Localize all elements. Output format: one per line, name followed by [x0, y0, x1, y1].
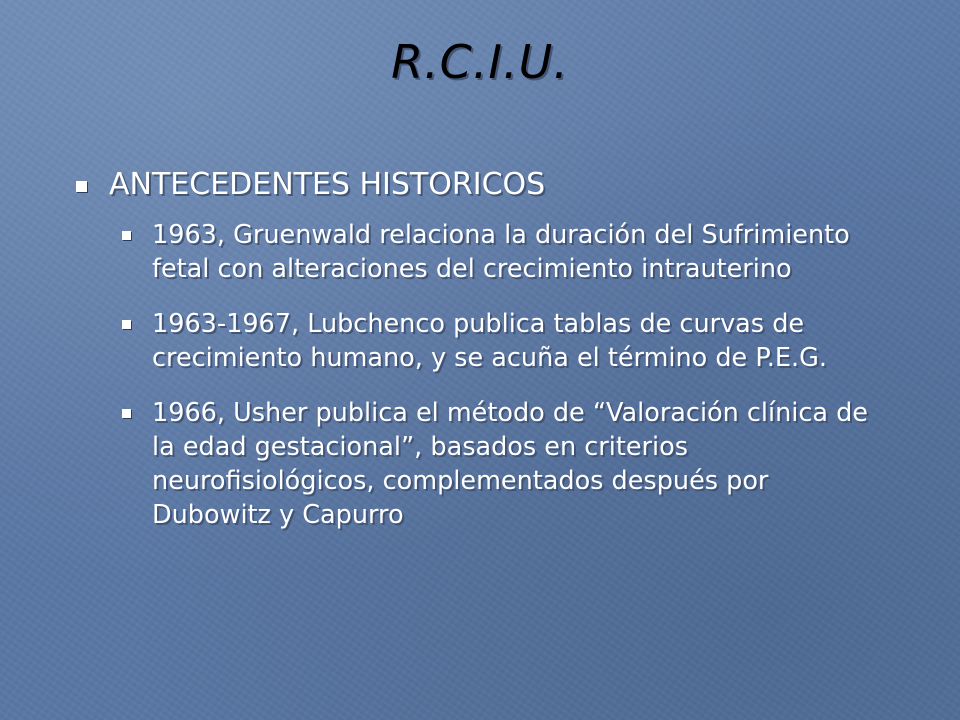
- list-item-text: 1963-1967, Lubchenco publica tablas de curvas de crecimiento humano, y se acuña el término de P.E.G.: [152, 309, 827, 373]
- square-bullet-icon: [122, 320, 131, 329]
- square-bullet-icon: [122, 409, 131, 418]
- square-bullet-icon: [76, 181, 87, 192]
- main-bullet-list: [76, 166, 876, 204]
- section-heading: ANTECEDENTES HISTORICOS: [109, 167, 546, 202]
- square-bullet-icon: [122, 231, 131, 240]
- list-item: [122, 396, 882, 532]
- list-item-heading: [76, 166, 876, 204]
- list-item-text: 1966, Usher publica el método de “Valoración clínica de la edad gestacional”, basados en criterios neurofisiológicos, complementados después por Dubowitz y Capurro: [152, 398, 868, 530]
- list-item: [122, 218, 882, 286]
- list-item: [122, 307, 882, 375]
- slide-title: R.C.I.U.: [391, 35, 569, 89]
- sub-bullet-list: [122, 218, 882, 553]
- list-item-text: 1963, Gruenwald relaciona la duración del Sufrimiento fetal con alteraciones del crecimiento intrauterino: [152, 220, 850, 284]
